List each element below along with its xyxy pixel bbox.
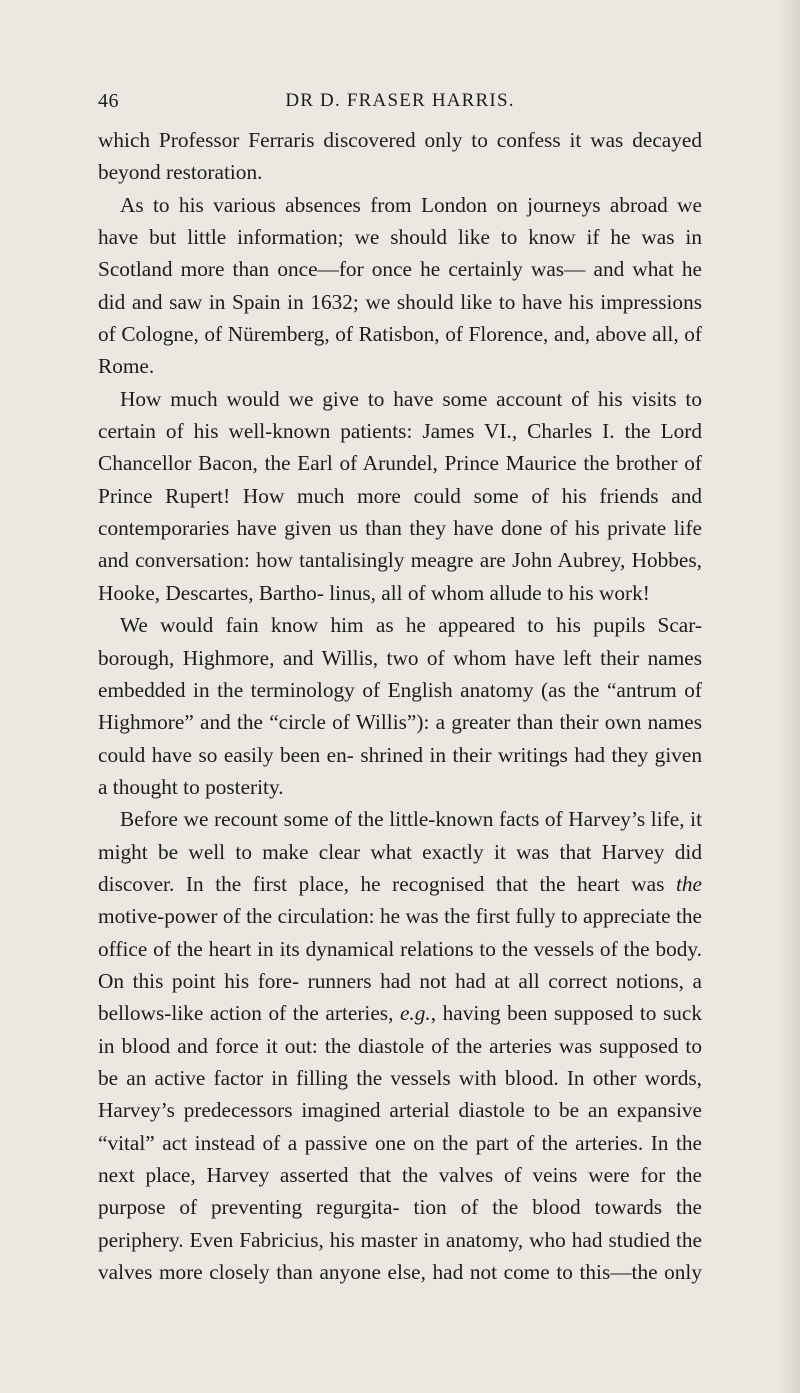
paragraph-1: which Professor Ferraris discovered only to confess it was decayed beyond restoration. [98, 128, 702, 185]
paragraph-5-emphasis-eg: e.g. [399, 1001, 431, 1026]
paragraph-2: As to his various absences from London on journeys abroad we have but little information; we should like to know if he was in Scotland more than once—for once he certainly was— and what he did and saw in Spain in 1632; we should like to have his impressions of Cologne, of Nüremberg, of Ratisbon, of Florence, and, above all, of Rome. [98, 192, 702, 379]
paragraph-5-part-1: Before we recount some of the little-known facts of Harvey’s life, it might be well to make clear what exactly it was that Harvey did discover. In the first place, he recognised that the heart was [98, 807, 702, 896]
paragraph-5-part-2: motive-power of the circulation: he was the first fully to appreciate the office of the heart in its dynamical relations to the vessels of the body. On this point his fore- runners had not had at all correct notions, a bellows-like action of the arteries, [98, 904, 702, 1026]
paragraph-5-part-3: , having been supposed to suck in blood and force it out: the diastole of the arteries was supposed to be an active factor in filling the vessels with blood. In other words, Harvey’s predecessors imagined arterial diastole to be an expansive “vital” act instead of a passive one on the part of the arteries. In the next place, Harvey asserted that the valves of veins were for the purpose of preventing regurgita- tion of the blood towards the periphery. Even Fabricius, his master in anatomy, who had studied the valves more closely than anyone else, had not come to this—the only [98, 1001, 703, 1285]
running-head: DR D. FRASER HARRIS. [285, 90, 515, 111]
page-number: 46 [98, 90, 119, 112]
paragraph-3: How much would we give to have some account of his visits to certain of his well-known patients: James VI., Charles I. the Lord Chancellor Bacon, the Earl of Arundel, Prince Maurice the brother of Prince Rupert! How much more could some of his friends and contemporaries have given us than they have done of his private life and conversation: how tantalisingly meagre are John Aubrey, Hobbes, Hooke, Descartes, Bartho- linus, all of whom allude to his work! [98, 386, 702, 605]
paragraph-4: We would fain know him as he appeared to his pupils Scar- borough, Highmore, and Willis, two of whom have left their names embedded in the terminology of English anatomy (as the “antrum of Highmore” and the “circle of Willis”): a greater than their own names could have so easily been en- shrined in their writings had they given a thought to posterity. [98, 613, 702, 799]
paragraph-5-emphasis-the: the [675, 871, 702, 896]
page-header [98, 90, 702, 120]
page-edge-shadow [778, 0, 800, 1393]
paragraph-5 [98, 803, 702, 1288]
body-text [98, 124, 702, 1288]
